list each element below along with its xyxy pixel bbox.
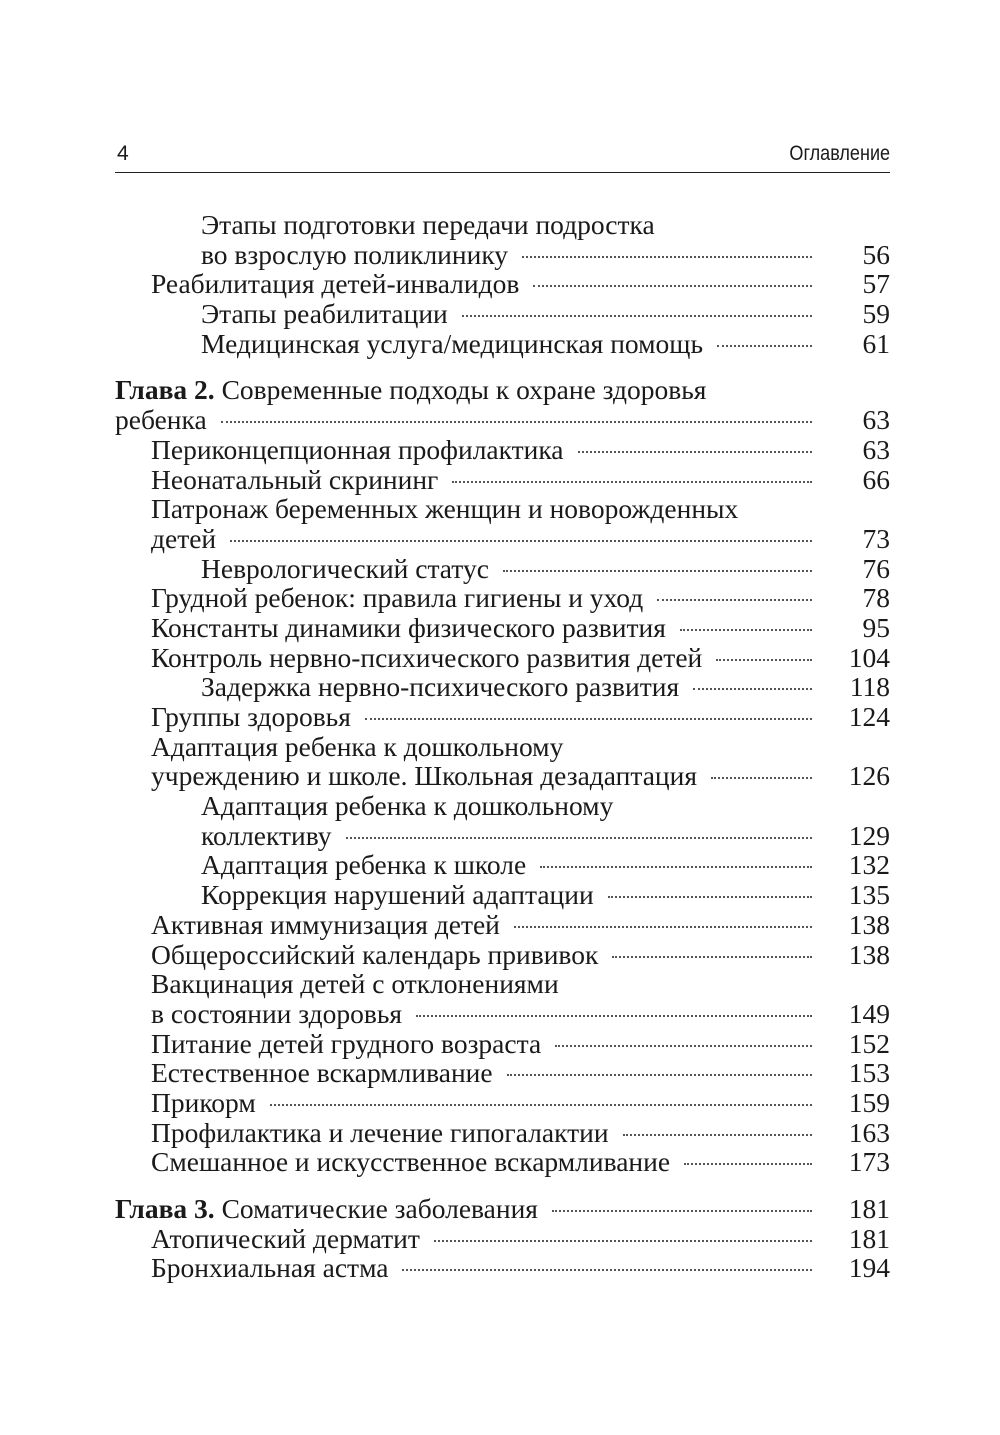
toc-page-number: 126 xyxy=(848,760,890,792)
toc-entry-text: Общероссийский календарь прививок xyxy=(151,938,599,970)
toc-entry[interactable] xyxy=(115,1118,890,1148)
toc-page-number: 63 xyxy=(862,433,890,465)
toc-entry-text: Неонатальный скрининг xyxy=(151,463,439,495)
toc-entry-text: Соматические заболевания xyxy=(214,1193,538,1224)
dot-leader xyxy=(680,629,812,631)
toc-chapter-entry[interactable] xyxy=(115,375,890,434)
toc-entry[interactable] xyxy=(115,269,890,299)
toc-entry[interactable] xyxy=(115,1224,890,1254)
toc-entry-title xyxy=(201,299,448,329)
dot-leader xyxy=(684,1163,812,1165)
toc-entry[interactable] xyxy=(115,554,890,584)
toc-entry-text: учреждению и школе. Школьная дезадаптация xyxy=(151,760,697,792)
toc-line xyxy=(151,613,890,643)
toc-entry[interactable] xyxy=(115,732,890,791)
toc-entry[interactable] xyxy=(115,643,890,673)
toc-entry-text: Медицинская услуга/медицинская помощь xyxy=(201,327,704,359)
toc-page-number: 132 xyxy=(848,849,890,881)
toc-entry-title xyxy=(201,240,508,270)
toc-line xyxy=(151,269,890,299)
toc-line xyxy=(201,850,890,880)
toc-line xyxy=(151,494,890,524)
toc-page-number: 138 xyxy=(848,938,890,970)
toc-entry-title xyxy=(151,465,438,495)
toc-entry-text: Атопический дерматит xyxy=(151,1222,420,1254)
toc-entry-title xyxy=(151,269,519,299)
toc-entry-title xyxy=(151,435,564,465)
toc-line xyxy=(201,672,890,702)
table-of-contents xyxy=(115,210,890,1283)
toc-entry-text: Адаптация ребенка к дошкольному xyxy=(201,790,614,822)
toc-entry[interactable] xyxy=(115,910,890,940)
toc-page-number: 124 xyxy=(848,701,890,732)
toc-line xyxy=(201,210,890,240)
toc-page-number: 78 xyxy=(862,582,890,614)
toc-entry-title xyxy=(201,210,655,240)
toc-gap xyxy=(115,358,890,375)
toc-line xyxy=(115,375,890,405)
toc-entry-title xyxy=(201,672,679,702)
toc-entry-text: Группы здоровья xyxy=(151,701,351,732)
toc-line xyxy=(201,329,890,359)
toc-entry[interactable] xyxy=(115,1058,890,1088)
toc-entry-title xyxy=(151,643,702,673)
toc-entry-title xyxy=(151,1253,388,1283)
toc-entry[interactable] xyxy=(115,299,890,329)
toc-page-number: 118 xyxy=(849,671,890,703)
toc-entry-title xyxy=(201,329,703,359)
dot-leader xyxy=(540,866,812,868)
toc-page-number: 63 xyxy=(862,404,890,436)
toc-page-number: 181 xyxy=(848,1193,890,1224)
toc-entry-title xyxy=(201,554,489,584)
toc-entry[interactable] xyxy=(115,1147,890,1177)
toc-entry-text: Профилактика и лечение гипогалактии xyxy=(151,1116,609,1148)
toc-page-number: 159 xyxy=(848,1086,890,1118)
toc-entry[interactable] xyxy=(115,210,890,269)
toc-page-number: 149 xyxy=(848,997,890,1029)
toc-entry[interactable] xyxy=(115,465,890,495)
toc-gap xyxy=(115,1177,890,1194)
toc-entry-title xyxy=(151,999,402,1029)
toc-entry-text: Смешанное и искусственное вскармливание xyxy=(151,1146,671,1178)
toc-entry-text: детей xyxy=(151,522,217,554)
toc-line xyxy=(201,821,890,851)
toc-line xyxy=(151,643,890,673)
toc-line xyxy=(151,1118,890,1148)
toc-entry-title xyxy=(115,1194,538,1224)
toc-line xyxy=(151,465,890,495)
toc-entry[interactable] xyxy=(115,672,890,702)
toc-page-number: 163 xyxy=(848,1116,890,1148)
toc-line xyxy=(115,405,890,435)
toc-line xyxy=(151,969,890,999)
toc-entry-text: Грудной ребенок: правила гигиены и уход xyxy=(151,582,644,614)
toc-entry-text: в состоянии здоровья xyxy=(151,997,403,1029)
toc-page-number: 138 xyxy=(848,908,890,940)
toc-entry-text: Контроль нервно-психического развития детей xyxy=(151,641,703,673)
dot-leader xyxy=(612,956,812,958)
dot-leader xyxy=(693,688,812,690)
toc-page-number: 181 xyxy=(848,1222,890,1254)
dot-leader xyxy=(716,659,812,661)
toc-entry[interactable] xyxy=(115,969,890,1028)
dot-leader xyxy=(552,1210,812,1212)
toc-line xyxy=(151,1029,890,1059)
toc-page-number: 135 xyxy=(848,879,890,911)
toc-entry[interactable] xyxy=(115,880,890,910)
toc-entry-text: коллективу xyxy=(201,819,332,851)
dot-leader xyxy=(503,570,812,572)
toc-line xyxy=(151,1224,890,1254)
toc-line xyxy=(201,240,890,270)
toc-page-number: 56 xyxy=(862,238,890,270)
toc-entry-text: Современные подходы к охране здоровья xyxy=(214,374,707,406)
toc-entry-text: Коррекция нарушений адаптации xyxy=(201,879,594,911)
toc-entry-title xyxy=(151,494,738,524)
toc-page-number: 129 xyxy=(848,819,890,851)
toc-page-number: 61 xyxy=(862,327,890,359)
toc-entry[interactable] xyxy=(115,702,890,732)
toc-entry[interactable] xyxy=(115,329,890,359)
toc-page-number: 59 xyxy=(862,298,890,330)
toc-line xyxy=(115,1194,890,1224)
dot-leader xyxy=(555,1045,812,1047)
toc-page-number: 57 xyxy=(862,268,890,300)
toc-entry-text: ребенка xyxy=(115,404,207,436)
toc-entry-title xyxy=(151,969,559,999)
toc-entry-title xyxy=(151,1058,493,1088)
toc-entry-text: Питание детей грудного возраста xyxy=(151,1027,542,1059)
toc-entry-title xyxy=(115,375,706,405)
toc-entry-title xyxy=(151,940,598,970)
dot-leader xyxy=(522,256,812,258)
toc-line xyxy=(151,732,890,762)
toc-chapter-entry[interactable] xyxy=(115,1194,890,1224)
toc-entry[interactable] xyxy=(115,494,890,553)
running-title: Оглавление xyxy=(789,142,890,165)
toc-entry-title xyxy=(151,524,216,554)
toc-line xyxy=(201,299,890,329)
toc-entry-text: Активная иммунизация детей xyxy=(151,908,500,940)
dot-leader xyxy=(221,421,812,423)
toc-entry-text: Вакцинация детей с отклонениями xyxy=(151,968,559,1000)
toc-entry[interactable] xyxy=(115,791,890,850)
toc-entry-title xyxy=(201,791,613,821)
toc-page-number: 173 xyxy=(848,1146,890,1178)
dot-leader xyxy=(623,1134,812,1136)
toc-page-number: 152 xyxy=(848,1027,890,1059)
toc-page-number: 194 xyxy=(848,1252,890,1284)
toc-line xyxy=(151,583,890,613)
toc-entry-title xyxy=(151,1147,670,1177)
toc-line xyxy=(151,435,890,465)
toc-entry-title xyxy=(115,405,207,435)
toc-entry-text: во взрослую поликлинику xyxy=(201,238,509,270)
toc-line xyxy=(151,910,890,940)
toc-entry[interactable] xyxy=(115,613,890,643)
toc-line xyxy=(151,1088,890,1118)
page-number: 4 xyxy=(117,142,129,165)
toc-entry-text: Патронаж беременных женщин и новорожденных xyxy=(151,493,739,525)
toc-entry-title xyxy=(151,613,666,643)
dot-leader xyxy=(533,285,812,287)
toc-entry-title xyxy=(151,732,563,762)
toc-entry[interactable] xyxy=(115,435,890,465)
toc-entry-title xyxy=(151,702,351,732)
toc-line xyxy=(201,554,890,584)
toc-entry-title xyxy=(151,761,697,791)
toc-entry-text: Прикорм xyxy=(151,1086,256,1118)
toc-line xyxy=(151,1147,890,1177)
toc-entry-text: Этапы реабилитации xyxy=(201,298,448,330)
toc-line xyxy=(201,791,890,821)
toc-entry-title xyxy=(151,1118,609,1148)
toc-line xyxy=(151,1058,890,1088)
toc-line xyxy=(151,524,890,554)
dot-leader xyxy=(507,1074,812,1076)
toc-page-number: 95 xyxy=(862,611,890,643)
toc-entry-text: Адаптация ребенка к школе xyxy=(201,849,527,881)
chapter-label: Глава 2. xyxy=(115,374,215,406)
toc-page-number: 76 xyxy=(862,552,890,584)
toc-entry-text: Неврологический статус xyxy=(201,552,489,584)
toc-entry-text: Бронхиальная астма xyxy=(151,1252,389,1284)
toc-line xyxy=(151,999,890,1029)
toc-entry-text: Задержка нервно-психического развития xyxy=(201,671,680,703)
running-header xyxy=(115,138,890,173)
toc-page-number: 104 xyxy=(848,641,890,673)
dot-leader xyxy=(514,926,812,928)
dot-leader xyxy=(365,718,812,720)
toc-entry-title xyxy=(201,880,594,910)
toc-entry[interactable] xyxy=(115,583,890,613)
toc-page-number: 73 xyxy=(862,522,890,554)
toc-line xyxy=(201,880,890,910)
dot-leader xyxy=(270,1104,812,1106)
dot-leader xyxy=(346,837,812,839)
toc-page-number: 153 xyxy=(848,1057,890,1089)
toc-line xyxy=(151,1253,890,1283)
dot-leader xyxy=(434,1240,812,1242)
toc-entry-title xyxy=(151,583,643,613)
dot-leader xyxy=(717,345,812,347)
toc-entry-title xyxy=(151,910,500,940)
dot-leader xyxy=(230,540,812,542)
toc-entry[interactable] xyxy=(115,850,890,880)
dot-leader xyxy=(578,451,812,453)
dot-leader xyxy=(402,1269,812,1271)
toc-entry-title xyxy=(201,850,526,880)
toc-entry-text: Естественное вскармливание xyxy=(151,1057,493,1089)
dot-leader xyxy=(711,777,812,779)
toc-line xyxy=(151,761,890,791)
dot-leader xyxy=(608,896,812,898)
toc-entry[interactable] xyxy=(115,1029,890,1059)
toc-entry-text: Реабилитация детей-инвалидов xyxy=(151,268,520,300)
toc-entry[interactable] xyxy=(115,1253,890,1283)
toc-entry-title xyxy=(151,1224,420,1254)
toc-entry-text: Константы динамики физического развития xyxy=(151,611,666,643)
toc-entry[interactable] xyxy=(115,940,890,970)
dot-leader xyxy=(416,1015,812,1017)
toc-entry-text: Этапы подготовки передачи подростка xyxy=(201,209,655,240)
toc-entry-text: Периконцепционная профилактика xyxy=(151,433,564,465)
toc-page-number: 66 xyxy=(862,463,890,495)
toc-entry[interactable] xyxy=(115,1088,890,1118)
dot-leader xyxy=(452,481,812,483)
toc-entry-title xyxy=(151,1088,256,1118)
toc-entry-title xyxy=(151,1029,541,1059)
toc-line xyxy=(151,702,890,732)
toc-entry-title xyxy=(201,821,332,851)
toc-entry-text: Адаптация ребенка к дошкольному xyxy=(151,730,564,762)
dot-leader xyxy=(657,599,812,601)
dot-leader xyxy=(462,315,812,317)
chapter-label: Глава 3. xyxy=(115,1193,215,1224)
toc-line xyxy=(151,940,890,970)
